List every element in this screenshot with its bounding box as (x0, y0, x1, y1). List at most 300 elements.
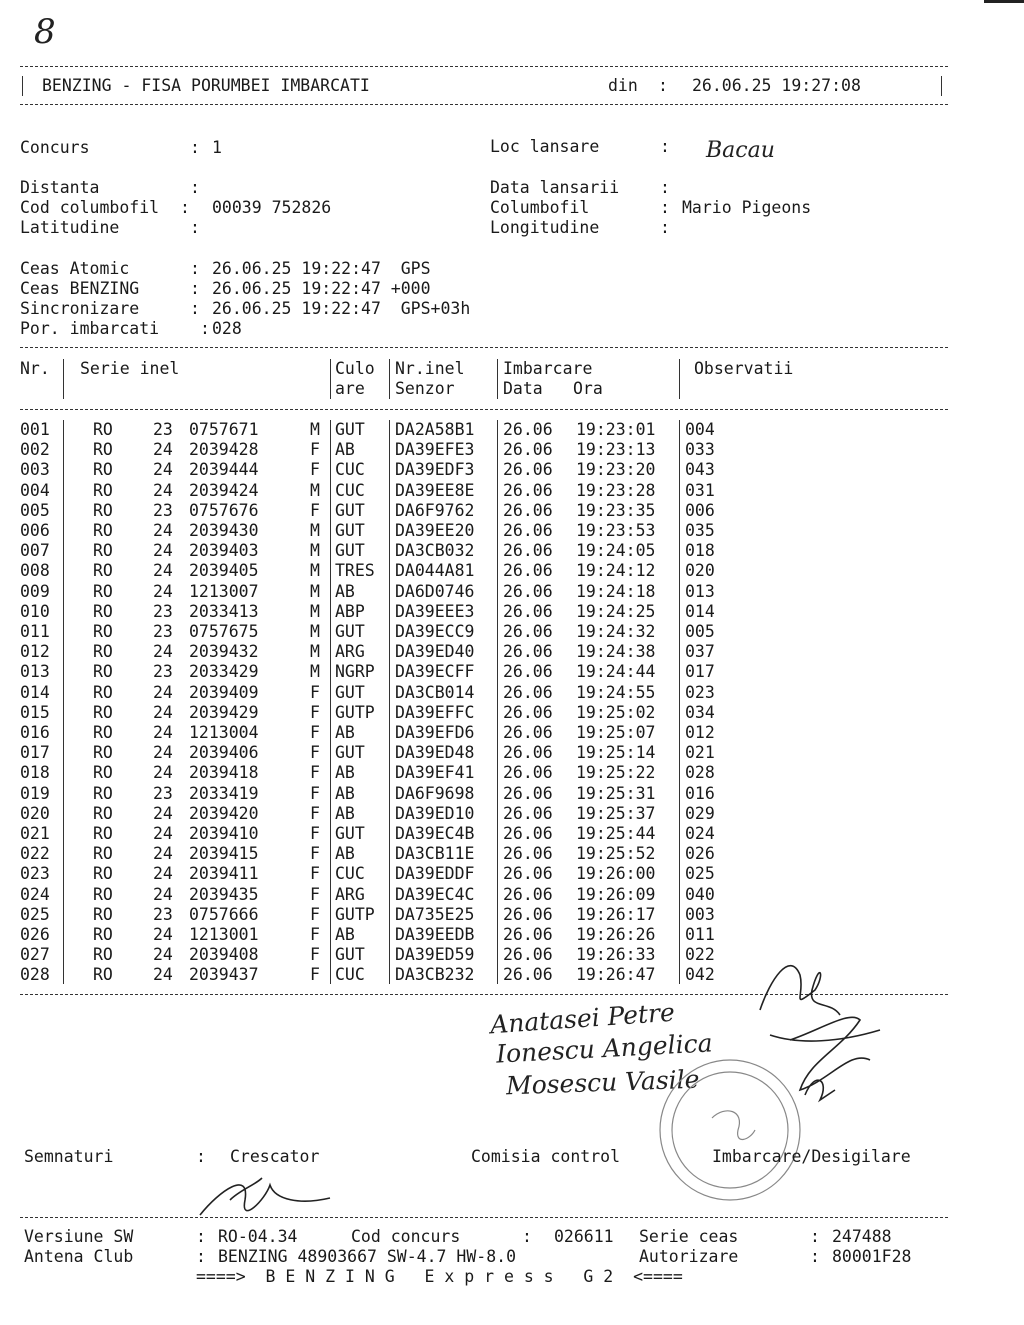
cell-senzor: DA39EE20 (395, 521, 475, 540)
cell-culoare: ABP (335, 601, 365, 621)
cell-sex: F (310, 925, 320, 944)
cell-data: 26.06 (503, 763, 553, 783)
cell-ora: 19:25:07 (576, 723, 656, 742)
cell-data: 26.06 (503, 743, 553, 763)
cell-an: 23 (153, 783, 173, 803)
por-imbarcati-value: 028 (212, 319, 242, 338)
cell-an: 24 (153, 702, 173, 722)
cell-tara: RO (93, 642, 113, 662)
cell-nr: 008 (20, 561, 50, 581)
semnaturi-label: Semnaturi (24, 1147, 114, 1166)
cell-ora: 19:24:25 (576, 601, 656, 621)
cell-data: 26.06 (503, 500, 553, 520)
cell-inel: 2039429 (189, 702, 259, 722)
cell-nr: 002 (20, 440, 50, 460)
cell-ora: 19:25:22 (576, 763, 656, 783)
versiune-label: Versiune SW (24, 1227, 134, 1246)
cell-obs: 004 (685, 420, 715, 439)
cell-inel: 2039405 (189, 561, 259, 581)
cell-sex: F (310, 965, 320, 985)
cell-data: 26.06 (503, 702, 553, 722)
cell-senzor: DA39EC4B (395, 824, 475, 843)
colon: : (180, 198, 190, 217)
cell-sex: F (310, 763, 320, 783)
versiune-value: RO-04.34 (218, 1227, 298, 1246)
crescator-label: Crescator (230, 1147, 320, 1166)
cell-obs: 012 (685, 723, 715, 742)
cell-sex: F (310, 682, 320, 702)
columbofil-label: Columbofil (490, 198, 590, 217)
cell-culoare: AB (335, 723, 355, 742)
col-header-serie-inel: Serie inel (80, 359, 180, 378)
page-number: 8 (34, 12, 56, 52)
cell-senzor: DA3CB032 (395, 541, 475, 561)
cell-nr: 021 (20, 824, 50, 843)
cell-data: 26.06 (503, 601, 553, 621)
cell-ora: 19:26:33 (576, 945, 656, 965)
serie-ceas-value: 247488 (832, 1227, 892, 1246)
cell-obs: 031 (685, 480, 715, 500)
cell-inel: 2039432 (189, 642, 259, 662)
cell-tara: RO (93, 965, 113, 985)
cell-obs: 037 (685, 642, 715, 662)
cell-sex: F (310, 460, 320, 480)
antena-value: BENZING 48903667 SW-4.7 HW-8.0 (218, 1247, 517, 1266)
cell-an: 23 (153, 662, 173, 682)
cell-senzor: DA39EF41 (395, 763, 475, 783)
cod-columbofil-value: 00039 752826 (212, 198, 332, 217)
cell-inel: 2033429 (189, 662, 259, 682)
cell-ora: 19:25:37 (576, 803, 656, 823)
cell-data: 26.06 (503, 783, 553, 803)
cell-inel: 2039444 (189, 460, 259, 480)
cell-senzor: DA3CB11E (395, 844, 475, 864)
cell-nr: 009 (20, 581, 50, 601)
cell-data: 26.06 (503, 824, 553, 843)
cell-an: 24 (153, 723, 173, 742)
autorizare-value: 80001F28 (832, 1247, 912, 1266)
cod-columbofil-label: Cod columbofil (20, 198, 160, 217)
cell-culoare: AB (335, 440, 355, 460)
cell-tara: RO (93, 561, 113, 581)
concurs-label: Concurs (20, 138, 90, 157)
colon: : (658, 76, 668, 95)
cell-nr: 010 (20, 601, 50, 621)
cell-an: 24 (153, 844, 173, 864)
cell-data: 26.06 (503, 521, 553, 540)
cell-tara: RO (93, 682, 113, 702)
cell-data: 26.06 (503, 581, 553, 601)
colon: : (810, 1247, 820, 1266)
cell-sex: M (310, 581, 320, 601)
cell-senzor: DA044A81 (395, 561, 475, 581)
cell-tara: RO (93, 601, 113, 621)
cell-ora: 19:23:01 (576, 420, 656, 439)
distanta-label: Distanta (20, 178, 100, 197)
cell-ora: 19:26:09 (576, 884, 656, 904)
autorizare-label: Autorizare (639, 1247, 739, 1266)
col-header-nr: Nr. (20, 359, 50, 378)
cell-obs: 016 (685, 783, 715, 803)
cell-nr: 026 (20, 925, 50, 944)
cell-inel: 1213001 (189, 925, 259, 944)
cell-culoare: GUT (335, 824, 365, 843)
cell-inel: 0757666 (189, 904, 259, 924)
cell-an: 24 (153, 864, 173, 884)
cell-obs: 006 (685, 500, 715, 520)
cell-ora: 19:23:35 (576, 500, 656, 520)
cell-sex: F (310, 824, 320, 843)
cell-senzor: DA6F9762 (395, 500, 475, 520)
cell-nr: 022 (20, 844, 50, 864)
cell-ora: 19:24:38 (576, 642, 656, 662)
cell-obs: 040 (685, 884, 715, 904)
cod-concurs-value: 026611 (554, 1227, 614, 1246)
cell-data: 26.06 (503, 925, 553, 944)
cell-tara: RO (93, 925, 113, 944)
cell-an: 23 (153, 500, 173, 520)
cell-data: 26.06 (503, 622, 553, 641)
col-header-nr-inel: Nr.inel (395, 359, 465, 378)
cell-tara: RO (93, 783, 113, 803)
cell-data: 26.06 (503, 864, 553, 884)
cell-sex: M (310, 561, 320, 581)
cell-an: 24 (153, 581, 173, 601)
cell-ora: 19:25:52 (576, 844, 656, 864)
colon: : (200, 319, 210, 338)
cell-culoare: NGRP (335, 662, 375, 682)
cell-culoare: ARG (335, 642, 365, 662)
cell-ora: 19:23:20 (576, 460, 656, 480)
cell-culoare: TRES (335, 561, 375, 581)
cell-senzor: DA39ECFF (395, 662, 475, 682)
cell-tara: RO (93, 884, 113, 904)
col-header-culoare-2: are (335, 379, 365, 398)
cell-sex: F (310, 702, 320, 722)
cell-culoare: GUT (335, 622, 365, 641)
colon: : (810, 1227, 820, 1246)
cell-nr: 012 (20, 642, 50, 662)
cell-sex: M (310, 642, 320, 662)
cell-sex: M (310, 541, 320, 561)
colon: : (660, 198, 670, 217)
signature-scribble (200, 1185, 330, 1215)
cell-an: 24 (153, 884, 173, 904)
antena-label: Antena Club (24, 1247, 134, 1266)
cell-nr: 014 (20, 682, 50, 702)
cell-obs: 033 (685, 440, 715, 460)
cell-data: 26.06 (503, 480, 553, 500)
cell-sex: M (310, 420, 320, 439)
loc-lansare-value: Bacau (706, 138, 775, 163)
cell-an: 24 (153, 925, 173, 944)
cell-ora: 19:23:13 (576, 440, 656, 460)
cell-inel: 2039424 (189, 480, 259, 500)
longitudine-label: Longitudine (490, 218, 600, 237)
cell-obs: 017 (685, 662, 715, 682)
cell-senzor: DA6F9698 (395, 783, 475, 803)
cell-an: 23 (153, 601, 173, 621)
cell-sex: F (310, 864, 320, 884)
cell-inel: 2039408 (189, 945, 259, 965)
loc-lansare-label: Loc lansare (490, 137, 600, 156)
cell-tara: RO (93, 743, 113, 763)
cod-concurs-label: Cod concurs (351, 1227, 461, 1246)
cell-sex: F (310, 945, 320, 965)
cell-nr: 007 (20, 541, 50, 561)
cell-inel: 2039430 (189, 521, 259, 540)
cell-an: 24 (153, 541, 173, 561)
cell-inel: 2039418 (189, 763, 259, 783)
cell-culoare: GUTP (335, 702, 375, 722)
cell-ora: 19:24:44 (576, 662, 656, 682)
cell-obs: 020 (685, 561, 715, 581)
cell-tara: RO (93, 581, 113, 601)
cell-obs: 028 (685, 763, 715, 783)
cell-tara: RO (93, 945, 113, 965)
cell-senzor: DA39EFE3 (395, 440, 475, 460)
cell-inel: 2039420 (189, 803, 259, 823)
cell-tara: RO (93, 803, 113, 823)
footer-top-rule (20, 1217, 948, 1218)
cell-senzor: DA735E25 (395, 904, 475, 924)
cell-inel: 2033419 (189, 783, 259, 803)
cell-sex: M (310, 601, 320, 621)
cell-senzor: DA39ED10 (395, 803, 475, 823)
cell-ora: 19:23:53 (576, 521, 656, 540)
cell-culoare: ARG (335, 884, 365, 904)
cell-inel: 2039437 (189, 965, 259, 985)
handwritten-name-2: Ionescu Angelica (495, 1028, 714, 1069)
cell-obs: 035 (685, 521, 715, 540)
cell-inel: 2039409 (189, 682, 259, 702)
cell-obs: 011 (685, 925, 715, 944)
colon: : (196, 1227, 206, 1246)
cell-obs: 026 (685, 844, 715, 864)
col-header-culoare: Culo (335, 359, 375, 378)
cell-senzor: DA39EEDB (395, 925, 475, 944)
cell-tara: RO (93, 460, 113, 480)
cell-data: 26.06 (503, 420, 553, 439)
colon: : (196, 1247, 206, 1266)
cell-an: 24 (153, 824, 173, 843)
col-header-observatii: Observatii (694, 359, 794, 378)
cell-sex: F (310, 844, 320, 864)
cell-sex: F (310, 743, 320, 763)
signature-scribble (790, 1017, 870, 1090)
colon: : (190, 259, 200, 278)
col-header-ora: Ora (573, 379, 603, 398)
cell-obs: 034 (685, 702, 715, 722)
cell-ora: 19:25:31 (576, 783, 656, 803)
cell-inel: 0757671 (189, 420, 259, 439)
cell-senzor: DA39EFFC (395, 702, 475, 722)
cell-data: 26.06 (503, 642, 553, 662)
cell-nr: 016 (20, 723, 50, 742)
cell-sex: F (310, 904, 320, 924)
cell-obs: 018 (685, 541, 715, 561)
cell-ora: 19:25:14 (576, 743, 656, 763)
cell-nr: 006 (20, 521, 50, 540)
signature-scribble (805, 1080, 835, 1100)
cell-culoare: CUC (335, 460, 365, 480)
data-lansarii-label: Data lansarii (490, 178, 620, 197)
cell-obs: 029 (685, 803, 715, 823)
cell-culoare: GUT (335, 541, 365, 561)
cell-data: 26.06 (503, 945, 553, 965)
cell-sex: M (310, 521, 320, 540)
cell-nr: 003 (20, 460, 50, 480)
cell-data: 26.06 (503, 682, 553, 702)
cell-obs: 022 (685, 945, 715, 965)
cell-nr: 024 (20, 884, 50, 904)
cell-ora: 19:23:28 (576, 480, 656, 500)
cell-sex: F (310, 783, 320, 803)
handwritten-name-1: Anatasei Petre (489, 997, 676, 1040)
cell-obs: 025 (685, 864, 715, 884)
cell-culoare: GUT (335, 682, 365, 702)
cell-sex: F (310, 440, 320, 460)
cell-an: 23 (153, 904, 173, 924)
cell-obs: 021 (685, 743, 715, 763)
signature-scribble (760, 966, 840, 1015)
cell-tara: RO (93, 440, 113, 460)
cell-an: 23 (153, 622, 173, 641)
cell-data: 26.06 (503, 965, 553, 985)
cell-nr: 025 (20, 904, 50, 924)
cell-ora: 19:26:26 (576, 925, 656, 944)
cell-ora: 19:25:44 (576, 824, 656, 843)
cell-sex: F (310, 723, 320, 742)
cell-tara: RO (93, 500, 113, 520)
din-value: 26.06.25 19:27:08 (692, 76, 861, 95)
cell-tara: RO (93, 480, 113, 500)
cell-tara: RO (93, 702, 113, 722)
cell-senzor: DA6D0746 (395, 581, 475, 601)
cell-culoare: CUC (335, 480, 365, 500)
cell-senzor: DA39EC4C (395, 884, 475, 904)
cell-tara: RO (93, 723, 113, 742)
cell-culoare: CUC (335, 864, 365, 884)
cell-culoare: GUT (335, 500, 365, 520)
cell-sex: F (310, 884, 320, 904)
din-label: din (608, 76, 638, 95)
col-header-senzor: Senzor (395, 379, 455, 398)
cell-nr: 001 (20, 420, 50, 439)
colon: : (660, 178, 670, 197)
cell-inel: 2039403 (189, 541, 259, 561)
cell-obs: 024 (685, 824, 715, 843)
cell-nr: 015 (20, 702, 50, 722)
cell-obs: 042 (685, 965, 715, 985)
cell-tara: RO (93, 521, 113, 540)
cell-sex: M (310, 622, 320, 641)
cell-nr: 011 (20, 622, 50, 641)
cell-inel: 2039415 (189, 844, 259, 864)
cell-inel: 2039435 (189, 884, 259, 904)
cell-obs: 043 (685, 460, 715, 480)
cell-data: 26.06 (503, 904, 553, 924)
cell-senzor: DA39ED48 (395, 743, 475, 763)
colon: : (660, 137, 670, 156)
cell-obs: 023 (685, 682, 715, 702)
cell-ora: 19:24:18 (576, 581, 656, 601)
cell-obs: 014 (685, 601, 715, 621)
cell-data: 26.06 (503, 541, 553, 561)
cell-inel: 0757675 (189, 622, 259, 641)
cell-tara: RO (93, 763, 113, 783)
comisia-label: Comisia control (471, 1147, 621, 1166)
serie-ceas-label: Serie ceas (639, 1227, 739, 1246)
cell-ora: 19:26:00 (576, 864, 656, 884)
cell-culoare: CUC (335, 965, 365, 985)
cell-sex: M (310, 480, 320, 500)
ceas-benzing-label: Ceas BENZING (20, 279, 140, 298)
cell-data: 26.06 (503, 440, 553, 460)
cell-senzor: DA39EDDF (395, 864, 475, 884)
cell-culoare: AB (335, 803, 355, 823)
cell-sex: F (310, 803, 320, 823)
cell-ora: 19:24:12 (576, 561, 656, 581)
colon: : (190, 138, 200, 157)
sincronizare-label: Sincronizare (20, 299, 140, 318)
cell-inel: 0757676 (189, 500, 259, 520)
cell-sex: F (310, 500, 320, 520)
cell-nr: 005 (20, 500, 50, 520)
colon: : (196, 1147, 206, 1166)
cell-obs: 003 (685, 904, 715, 924)
cell-inel: 2039428 (189, 440, 259, 460)
cell-culoare: GUT (335, 743, 365, 763)
cell-inel: 1213007 (189, 581, 259, 601)
cell-an: 24 (153, 682, 173, 702)
cell-senzor: DA2A58B1 (395, 420, 475, 439)
cell-data: 26.06 (503, 884, 553, 904)
cell-ora: 19:26:17 (576, 904, 656, 924)
cell-senzor: DA3CB232 (395, 965, 475, 985)
cell-culoare: AB (335, 581, 355, 601)
cell-nr: 019 (20, 783, 50, 803)
cell-sex: M (310, 662, 320, 682)
cell-senzor: DA39EE8E (395, 480, 475, 500)
cell-an: 24 (153, 521, 173, 540)
cell-ora: 19:24:32 (576, 622, 656, 641)
col-header-imbarcare: Imbarcare (503, 359, 593, 378)
cell-data: 26.06 (503, 723, 553, 742)
cell-nr: 004 (20, 480, 50, 500)
cell-tara: RO (93, 420, 113, 439)
cell-data: 26.06 (503, 803, 553, 823)
cell-an: 24 (153, 965, 173, 985)
cell-senzor: DA39EEE3 (395, 601, 475, 621)
handwritten-name-3: Mosescu Vasile (505, 1064, 700, 1101)
cell-culoare: AB (335, 763, 355, 783)
cell-inel: 2039410 (189, 824, 259, 843)
colon: : (660, 218, 670, 237)
por-imbarcati-label: Por. imbarcati (20, 319, 160, 338)
cell-culoare: AB (335, 925, 355, 944)
cell-data: 26.06 (503, 662, 553, 682)
colon: : (190, 178, 200, 197)
cell-obs: 005 (685, 622, 715, 641)
cell-culoare: GUT (335, 521, 365, 540)
signature-scribble (770, 1030, 880, 1041)
cell-ora: 19:26:47 (576, 965, 656, 985)
cell-nr: 027 (20, 945, 50, 965)
cell-senzor: DA39EDF3 (395, 460, 475, 480)
columbofil-value: Mario Pigeons (682, 198, 812, 217)
concurs-value: 1 (212, 138, 222, 157)
